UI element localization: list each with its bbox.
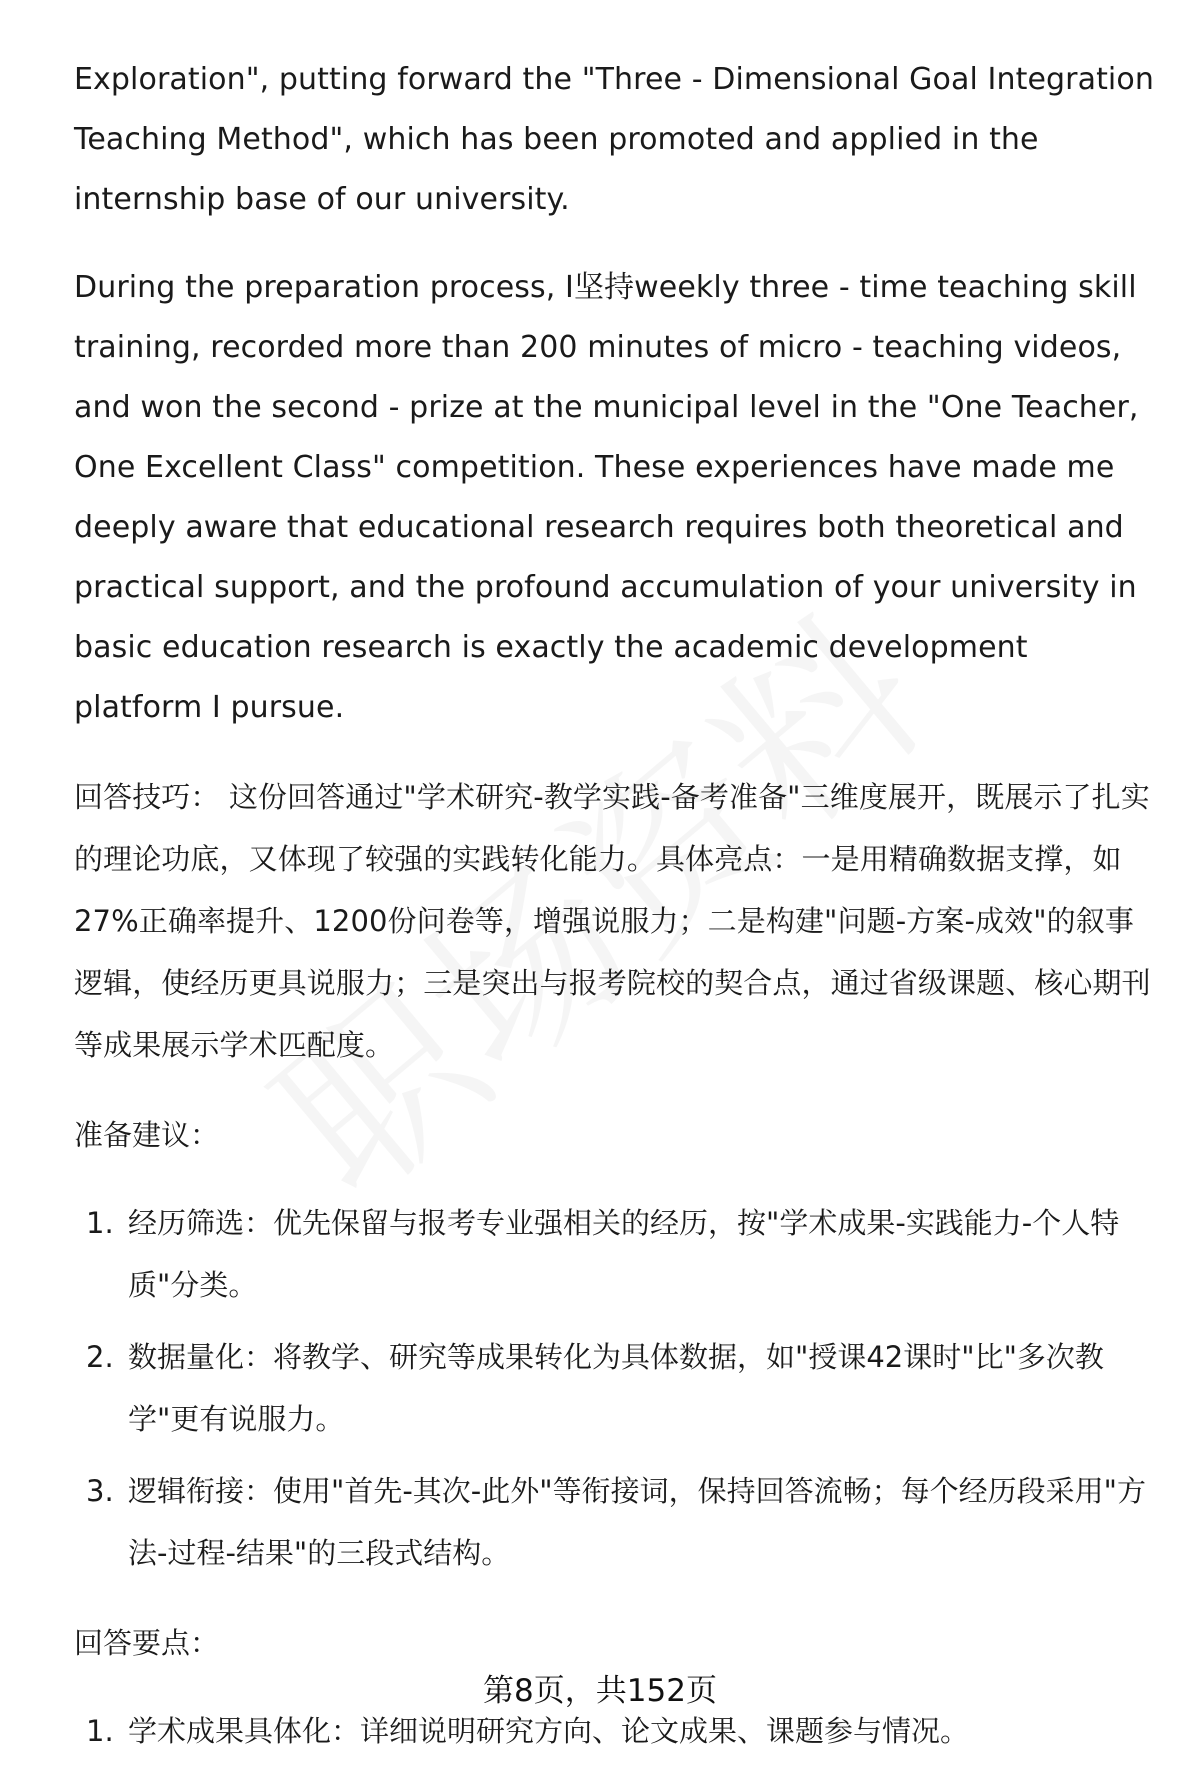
list-number: 1. — [86, 1714, 114, 1748]
document-page — [74, 50, 1154, 1790]
list-item — [74, 1460, 1154, 1584]
list-item-text: 经历筛选：优先保留与报考专业强相关的经历，按"学术成果-实践能力-个人特质"分类。 — [128, 1206, 1120, 1302]
paragraph-preparation: During the preparation process, I坚持weekly three - time teaching skill training, recorded more than 200 minutes of micro - teaching videos, and won the second - prize at the municipal level in the "One Teacher, One Excellent Class" competition. These experiences have made me deeply aware that educational research requires both theoretical and practical support, and the profound accumulation of your university in basic education research is exactly the academic development platform I pursue. — [74, 270, 1139, 725]
list-number: 1. — [86, 1206, 114, 1240]
list-item-text: 逻辑衔接：使用"首先-其次-此外"等衔接词，保持回答流畅；每个经历段采用"方法-过程-结果"的三段式结构。 — [128, 1474, 1146, 1570]
list-item — [74, 1192, 1154, 1316]
page-number-footer: 第8页，共152页 — [483, 1673, 717, 1709]
list-number: 3. — [86, 1474, 114, 1508]
answer-points-heading: 回答要点： — [74, 1626, 220, 1660]
list-item — [74, 1326, 1154, 1450]
list-item-text: 数据量化：将教学、研究等成果转化为具体数据，如"授课42课时"比"多次教学"更有说服力。 — [128, 1340, 1104, 1436]
list-number: 2. — [86, 1340, 114, 1374]
list-item-text: 学术成果具体化：详细说明研究方向、论文成果、课题参与情况。 — [128, 1714, 970, 1748]
prep-suggestions-list — [74, 1192, 1154, 1584]
paragraph-exploration: Exploration", putting forward the "Three - Dimensional Goal Integration Teaching Method", which has been promoted and applied in the internship base of our university. — [74, 62, 1154, 217]
prep-suggestions-heading: 准备建议： — [74, 1118, 220, 1152]
paragraph-answer-tips: 回答技巧： 这份回答通过"学术研究-教学实践-备考准备"三维度展开，既展示了扎实的理论功底，又体现了较强的实践转化能力。具体亮点：一是用精确数据支撑，如27%正确率提升、1200份问卷等，增强说服力；二是构建"问题-方案-成效"的叙事逻辑，使经历更具说服力；三是突出与报考院校的契合点，通过省级课题、核心期刊等成果展示学术匹配度。 — [74, 780, 1151, 1062]
